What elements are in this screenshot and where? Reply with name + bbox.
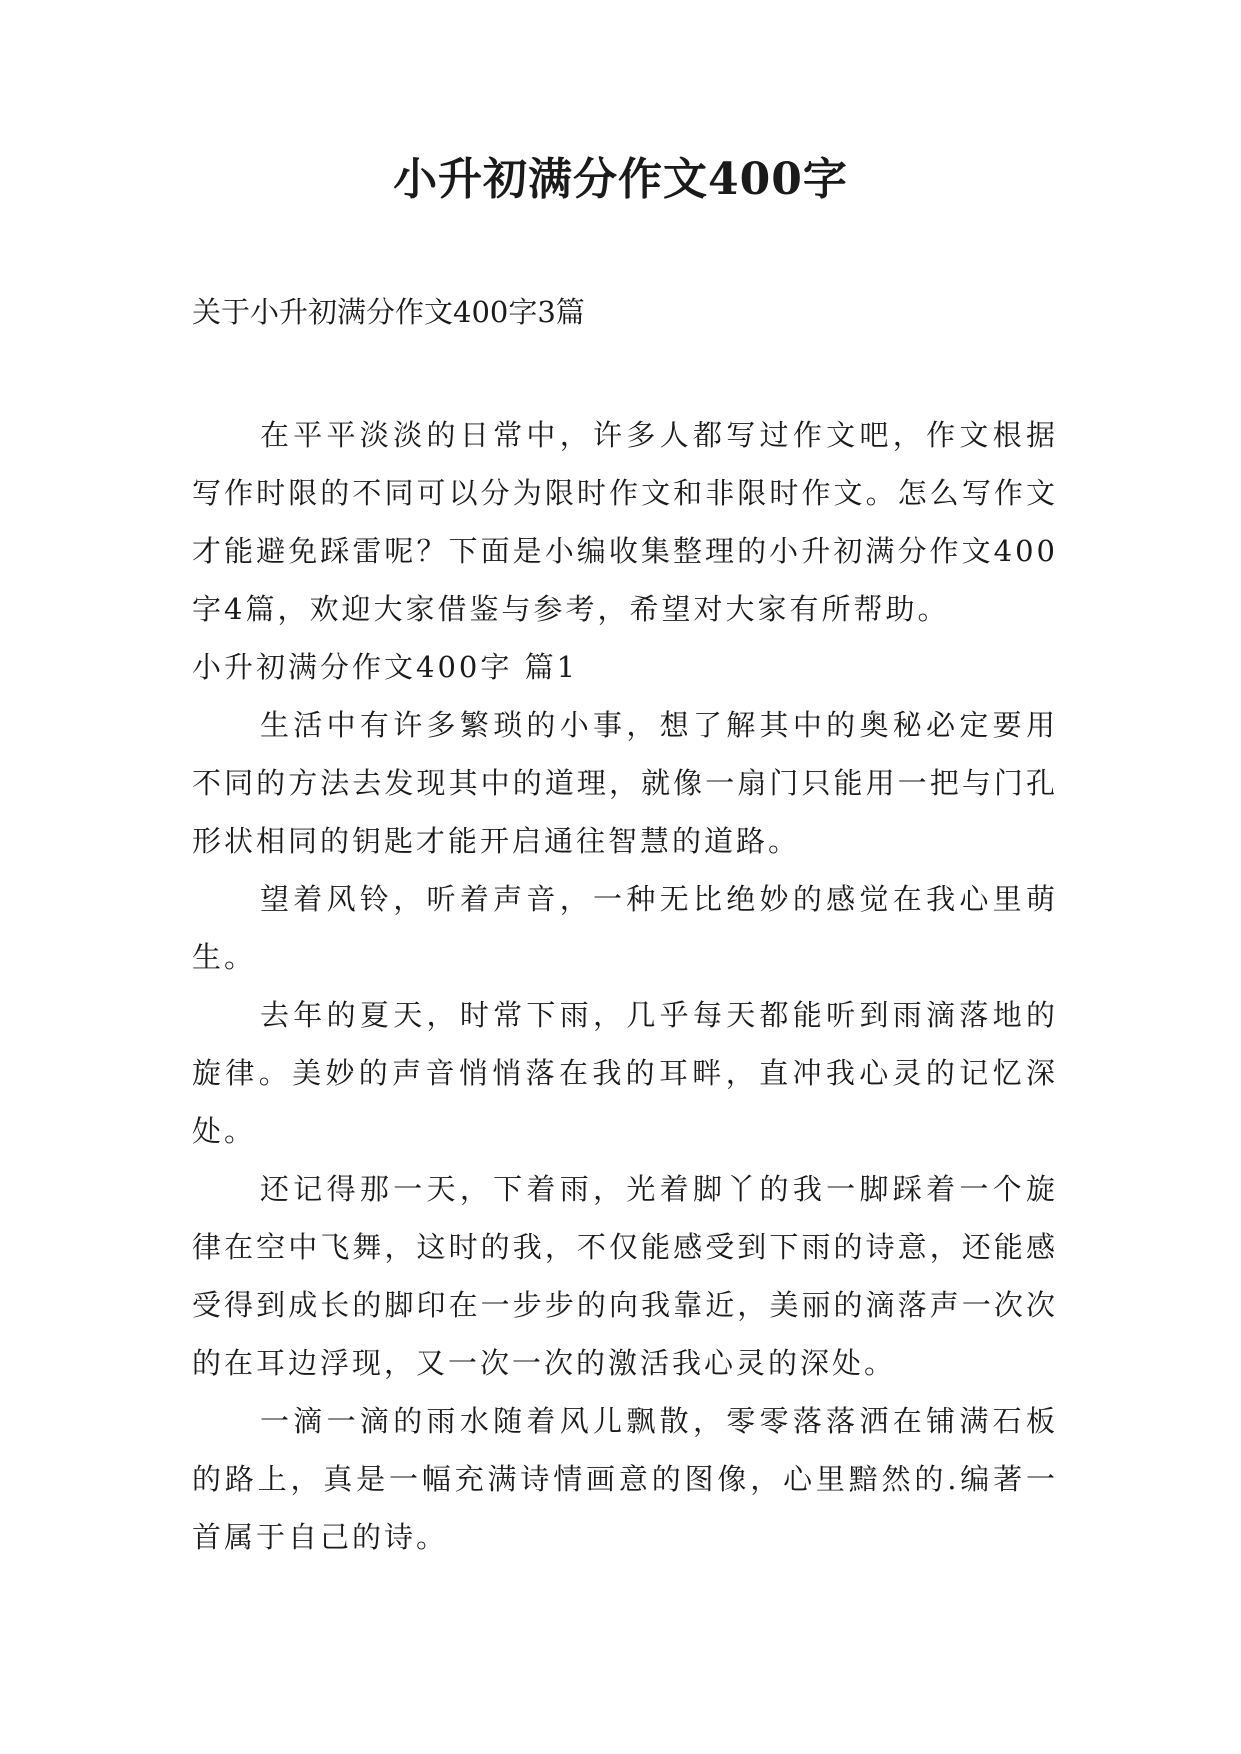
intro-paragraph: 在平平淡淡的日常中，许多人都写过作文吧，作文根据写作时限的不同可以分为限时作文和非限时作文。怎么写作文才能避免踩雷呢？下面是小编收集整理的小升初满分作文400字4篇，欢迎大家借鉴与参考，希望对大家有所帮助。	[192, 418, 1058, 626]
body-paragraph: 去年的夏天，时常下雨，几乎每天都能听到雨滴落地的旋律。美妙的声音悄悄落在我的耳畔，直冲我心灵的记忆深处。	[192, 998, 1058, 1148]
body-paragraph: 望着风铃，听着声音，一种无比绝妙的感觉在我心里萌生。	[192, 882, 1058, 974]
body-paragraph: 生活中有许多繁琐的小事，想了解其中的奥秘必定要用不同的方法去发现其中的道理，就像一扇门只能用一把与门孔形状相同的钥匙才能开启通往智慧的道路。	[192, 708, 1058, 858]
document-title: 小升初满分作文400字	[393, 154, 848, 205]
section-heading: 小升初满分作文400字 篇1	[192, 650, 579, 684]
body-paragraph: 一滴一滴的雨水随着风儿飘散，零零落落洒在铺满石板的路上，真是一幅充满诗情画意的图像，心里黯然的.编著一首属于自己的诗。	[192, 1404, 1058, 1554]
body-paragraph: 还记得那一天，下着雨，光着脚丫的我一脚踩着一个旋律在空中飞舞，这时的我，不仅能感受到下雨的诗意，还能感受得到成长的脚印在一步步的向我靠近，美丽的滴落声一次次的在耳边浮现，又一次一次的激活我心灵的深处。	[192, 1172, 1058, 1380]
document-subtitle: 关于小升初满分作文400字3篇	[192, 295, 585, 329]
document-body	[192, 406, 1058, 1566]
